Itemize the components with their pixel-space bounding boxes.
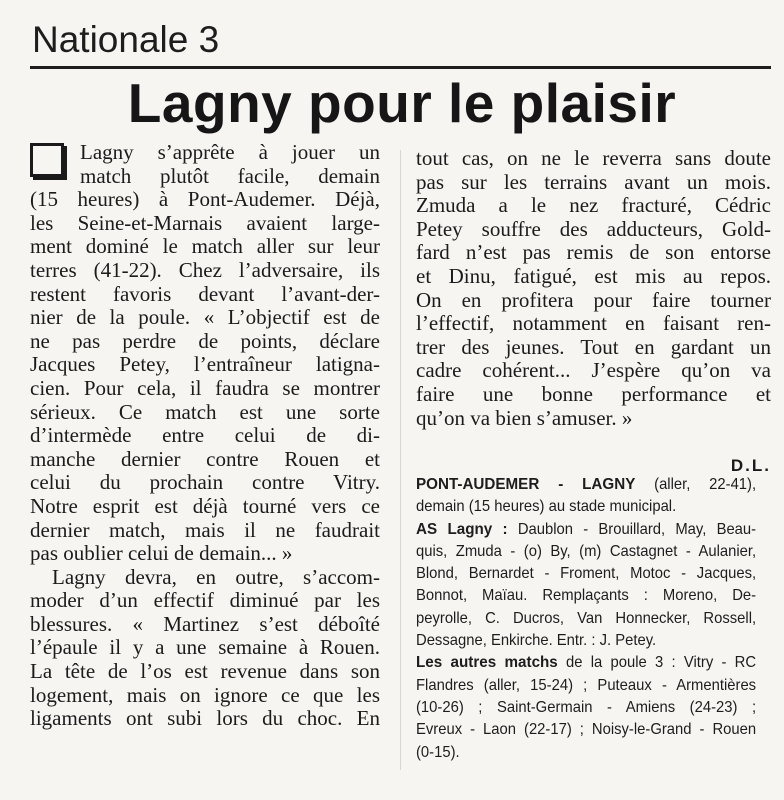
col2-line: tout cas, on ne le reverra sans doute: [416, 146, 771, 170]
col1-line: les Seine-et-Marnais avaient large-: [30, 210, 380, 235]
col1-line: nier de la poule. « L’objectif est de: [30, 305, 380, 330]
squad-line: Bonnot, Maïau. Remplaçants : Moreno, De-: [416, 587, 757, 605]
col1-line: ne pas perdre de points, déclare: [30, 328, 380, 353]
column-separator: [400, 150, 401, 770]
col1-line: restent favoris devant l’avant-der-: [30, 281, 380, 306]
col1-line: match plutôt facile, demain: [80, 163, 380, 188]
col1-line: terres (41-22). Chez l’adversaire, ils: [30, 257, 380, 282]
col1-line: Lagny s’apprête à jouer un: [80, 140, 380, 164]
squad-line: peyrolle, C. Ducros, Van Honnecker, Rossell,: [416, 609, 757, 627]
col2-line: fard n’est pas remis de son entorse: [416, 240, 771, 265]
col2-line: pas sur les terrains avant un mois.: [416, 169, 771, 194]
match-when: demain (15 heures) au stade municipal.: [416, 498, 677, 516]
col1-line: (15 heures) à Pont-Audemer. Déjà,: [30, 187, 380, 212]
others-line: (10-26) ; Saint-Germain - Amiens (24-23) ;: [416, 698, 757, 716]
col1-line: Jacques Petey, l’entraîneur latigna-: [30, 352, 380, 377]
col2-line: Zmuda a le nez fracturé, Cédric: [416, 193, 771, 218]
col1-line: La tête de l’os est revenue dans son: [30, 659, 380, 684]
col2-line: et Dinu, fatigué, est mis au repos.: [416, 263, 771, 288]
match-info-box: [416, 474, 756, 764]
others-line: Evreux - Laon (22-17) ; Noisy-le-Grand - Rouen: [416, 721, 757, 739]
squad-line: Dessagne, Enkirche. Entr. : J. Petey.: [416, 632, 657, 650]
col1-line: sérieux. Ce match est une sorte: [30, 399, 380, 424]
col1-line: manche dernier contre Rouen et: [30, 446, 380, 471]
author-signature: D.L.: [730, 456, 771, 475]
col1-line: cien. Pour cela, il faudra se montrer: [30, 375, 380, 400]
others-label: Les autres matchs: [416, 654, 558, 672]
col1-line: moder d’un effectif diminué par les: [30, 588, 380, 613]
col1-line: ligaments ont subi lors du choc. En: [30, 706, 380, 731]
col1-line: pas oublier celui de demain... »: [30, 541, 293, 566]
col2-line: Petey souffre des adducteurs, Gold-: [416, 216, 771, 241]
squad-label: AS Lagny :: [416, 520, 508, 538]
article-column-2: [416, 147, 771, 430]
col1-line: celui du prochain contre Vitry.: [30, 470, 380, 495]
article-column-1: [30, 141, 380, 731]
col2-line: qu’on va bien s’amuser. »: [416, 405, 633, 430]
col1-line: Lagny devra, en outre, s’accom-: [52, 564, 380, 589]
others-line: Flandres (aller, 15-24) ; Puteaux - Armentières: [416, 676, 757, 694]
col2-line: cadre cohérent... J’espère qu’on va: [416, 358, 771, 383]
col2-line: On en profitera pour faire tourner: [416, 287, 771, 312]
squad-line: Daublon - Brouillard, May, Beau-: [517, 520, 757, 538]
headline: Lagny pour le plaisir: [127, 72, 677, 134]
col2-line: l’effectif, notamment en faisant ren-: [416, 311, 771, 336]
match-teams: PONT-AUDEMER - LAGNY: [416, 476, 636, 493]
rubric-rule: [30, 66, 771, 69]
others-line: de la poule 3 : Vitry - RC: [566, 654, 757, 672]
col1-line: l’épaule il y a une semaine à Rouen.: [30, 635, 380, 660]
squad-line: Blond, Bernardet - Froment, Motoc - Jacques,: [416, 565, 757, 583]
match-aller: (aller, 22-41),: [654, 476, 757, 493]
section-rubric: Nationale 3: [32, 19, 220, 60]
col1-line: ment dominé le match aller sur leur: [30, 234, 380, 259]
col1-line: dernier match, mais il ne faudrait: [30, 517, 380, 542]
col1-line: d’intermède entre celui de di-: [30, 423, 380, 448]
col1-line: logement, mais on ignore ce que les: [30, 682, 380, 707]
squad-line: quis, Zmuda - (o) By, (m) Castagnet - Aulanier,: [416, 542, 757, 560]
col1-line: Notre esprit est déjà tourné vers ce: [30, 493, 380, 518]
col1-line: blessures. « Martinez s’est déboîté: [30, 611, 380, 636]
others-line: (0-15).: [416, 743, 460, 761]
col2-line: trer des jeunes. Tout en gardant un: [416, 334, 771, 359]
col2-line: faire une bonne performance et: [416, 381, 771, 406]
